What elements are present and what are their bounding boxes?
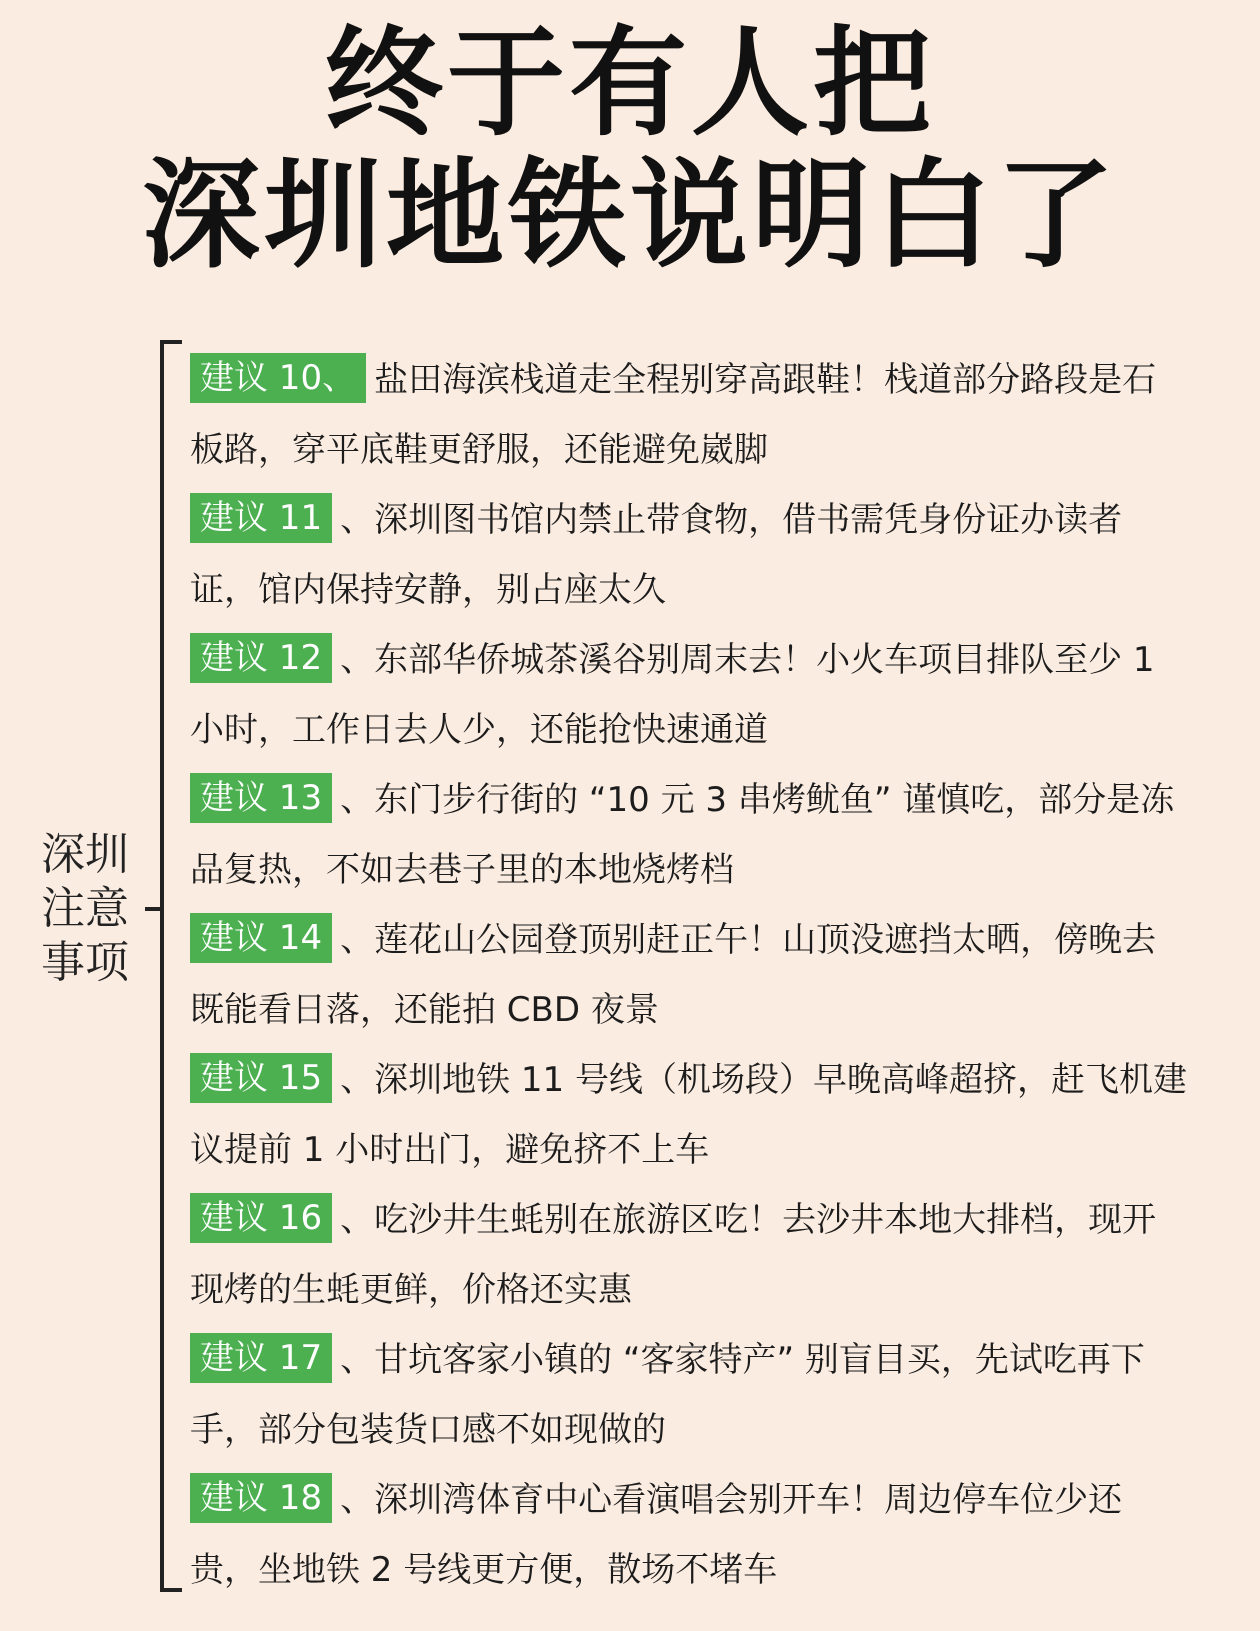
tip-label: 建议 15 xyxy=(190,1053,332,1103)
tip-label: 建议 16 xyxy=(190,1193,332,1243)
side-label-line: 深圳 xyxy=(41,829,129,880)
tip-item xyxy=(190,905,1190,1045)
tip-text: 盐田海滨栈道走全程别穿高跟鞋！栈道部分路段是石板路，穿平底鞋更舒服，还能避免崴脚 xyxy=(190,360,1157,470)
tip-item xyxy=(190,1185,1190,1325)
tip-label: 建议 11 xyxy=(190,493,332,543)
tip-item xyxy=(190,345,1190,485)
bracket-connector xyxy=(160,340,182,1592)
side-label-line: 事项 xyxy=(41,937,129,988)
tip-text: 、深圳地铁 11 号线（机场段）早晚高峰超挤，赶飞机建议提前 1 小时出门，避免挤不上车 xyxy=(190,1060,1187,1170)
tip-label: 建议 13 xyxy=(190,773,332,823)
tip-text: 、东门步行街的 “10 元 3 串烤鱿鱼” 谨慎吃，部分是冻品复热，不如去巷子里的本地烧烤档 xyxy=(190,780,1175,890)
tip-text: 、甘坑客家小镇的 “客家特产” 别盲目买，先试吃再下手，部分包装货口感不如现做的 xyxy=(190,1340,1145,1450)
tip-text: 、深圳图书馆内禁止带食物，借书需凭身份证办读者证，馆内保持安静，别占座太久 xyxy=(190,500,1123,610)
bracket-tick xyxy=(145,907,160,911)
tip-text: 、深圳湾体育中心看演唱会别开车！周边停车位少还贵，坐地铁 2 号线更方便，散场不堵车 xyxy=(190,1480,1123,1590)
tip-item xyxy=(190,625,1190,765)
tip-item xyxy=(190,1045,1190,1185)
side-label xyxy=(30,828,140,990)
tip-item xyxy=(190,765,1190,905)
tip-label: 建议 10、 xyxy=(190,353,366,403)
tip-label: 建议 18 xyxy=(190,1473,332,1523)
tip-label: 建议 17 xyxy=(190,1333,332,1383)
tip-item xyxy=(190,485,1190,625)
tip-text: 、莲花山公园登顶别赶正午！山顶没遮挡太晒，傍晚去既能看日落，还能拍 CBD 夜景 xyxy=(190,920,1157,1030)
page-title-line-1: 终于有人把 xyxy=(324,14,935,152)
tip-text: 、东部华侨城茶溪谷别周末去！小火车项目排队至少 1 小时，工作日去人少，还能抢快速通道 xyxy=(190,640,1155,750)
tip-item xyxy=(190,1325,1190,1465)
side-label-line: 注意 xyxy=(41,883,129,934)
tip-text: 、吃沙井生蚝别在旅游区吃！去沙井本地大排档，现开现烤的生蚝更鲜，价格还实惠 xyxy=(190,1200,1157,1310)
page-title-line-2: 深圳地铁说明白了 xyxy=(141,146,1118,284)
tip-item xyxy=(190,1465,1190,1605)
tip-label: 建议 14 xyxy=(190,913,332,963)
tips-list xyxy=(190,345,1190,1605)
tip-label: 建议 12 xyxy=(190,633,332,683)
